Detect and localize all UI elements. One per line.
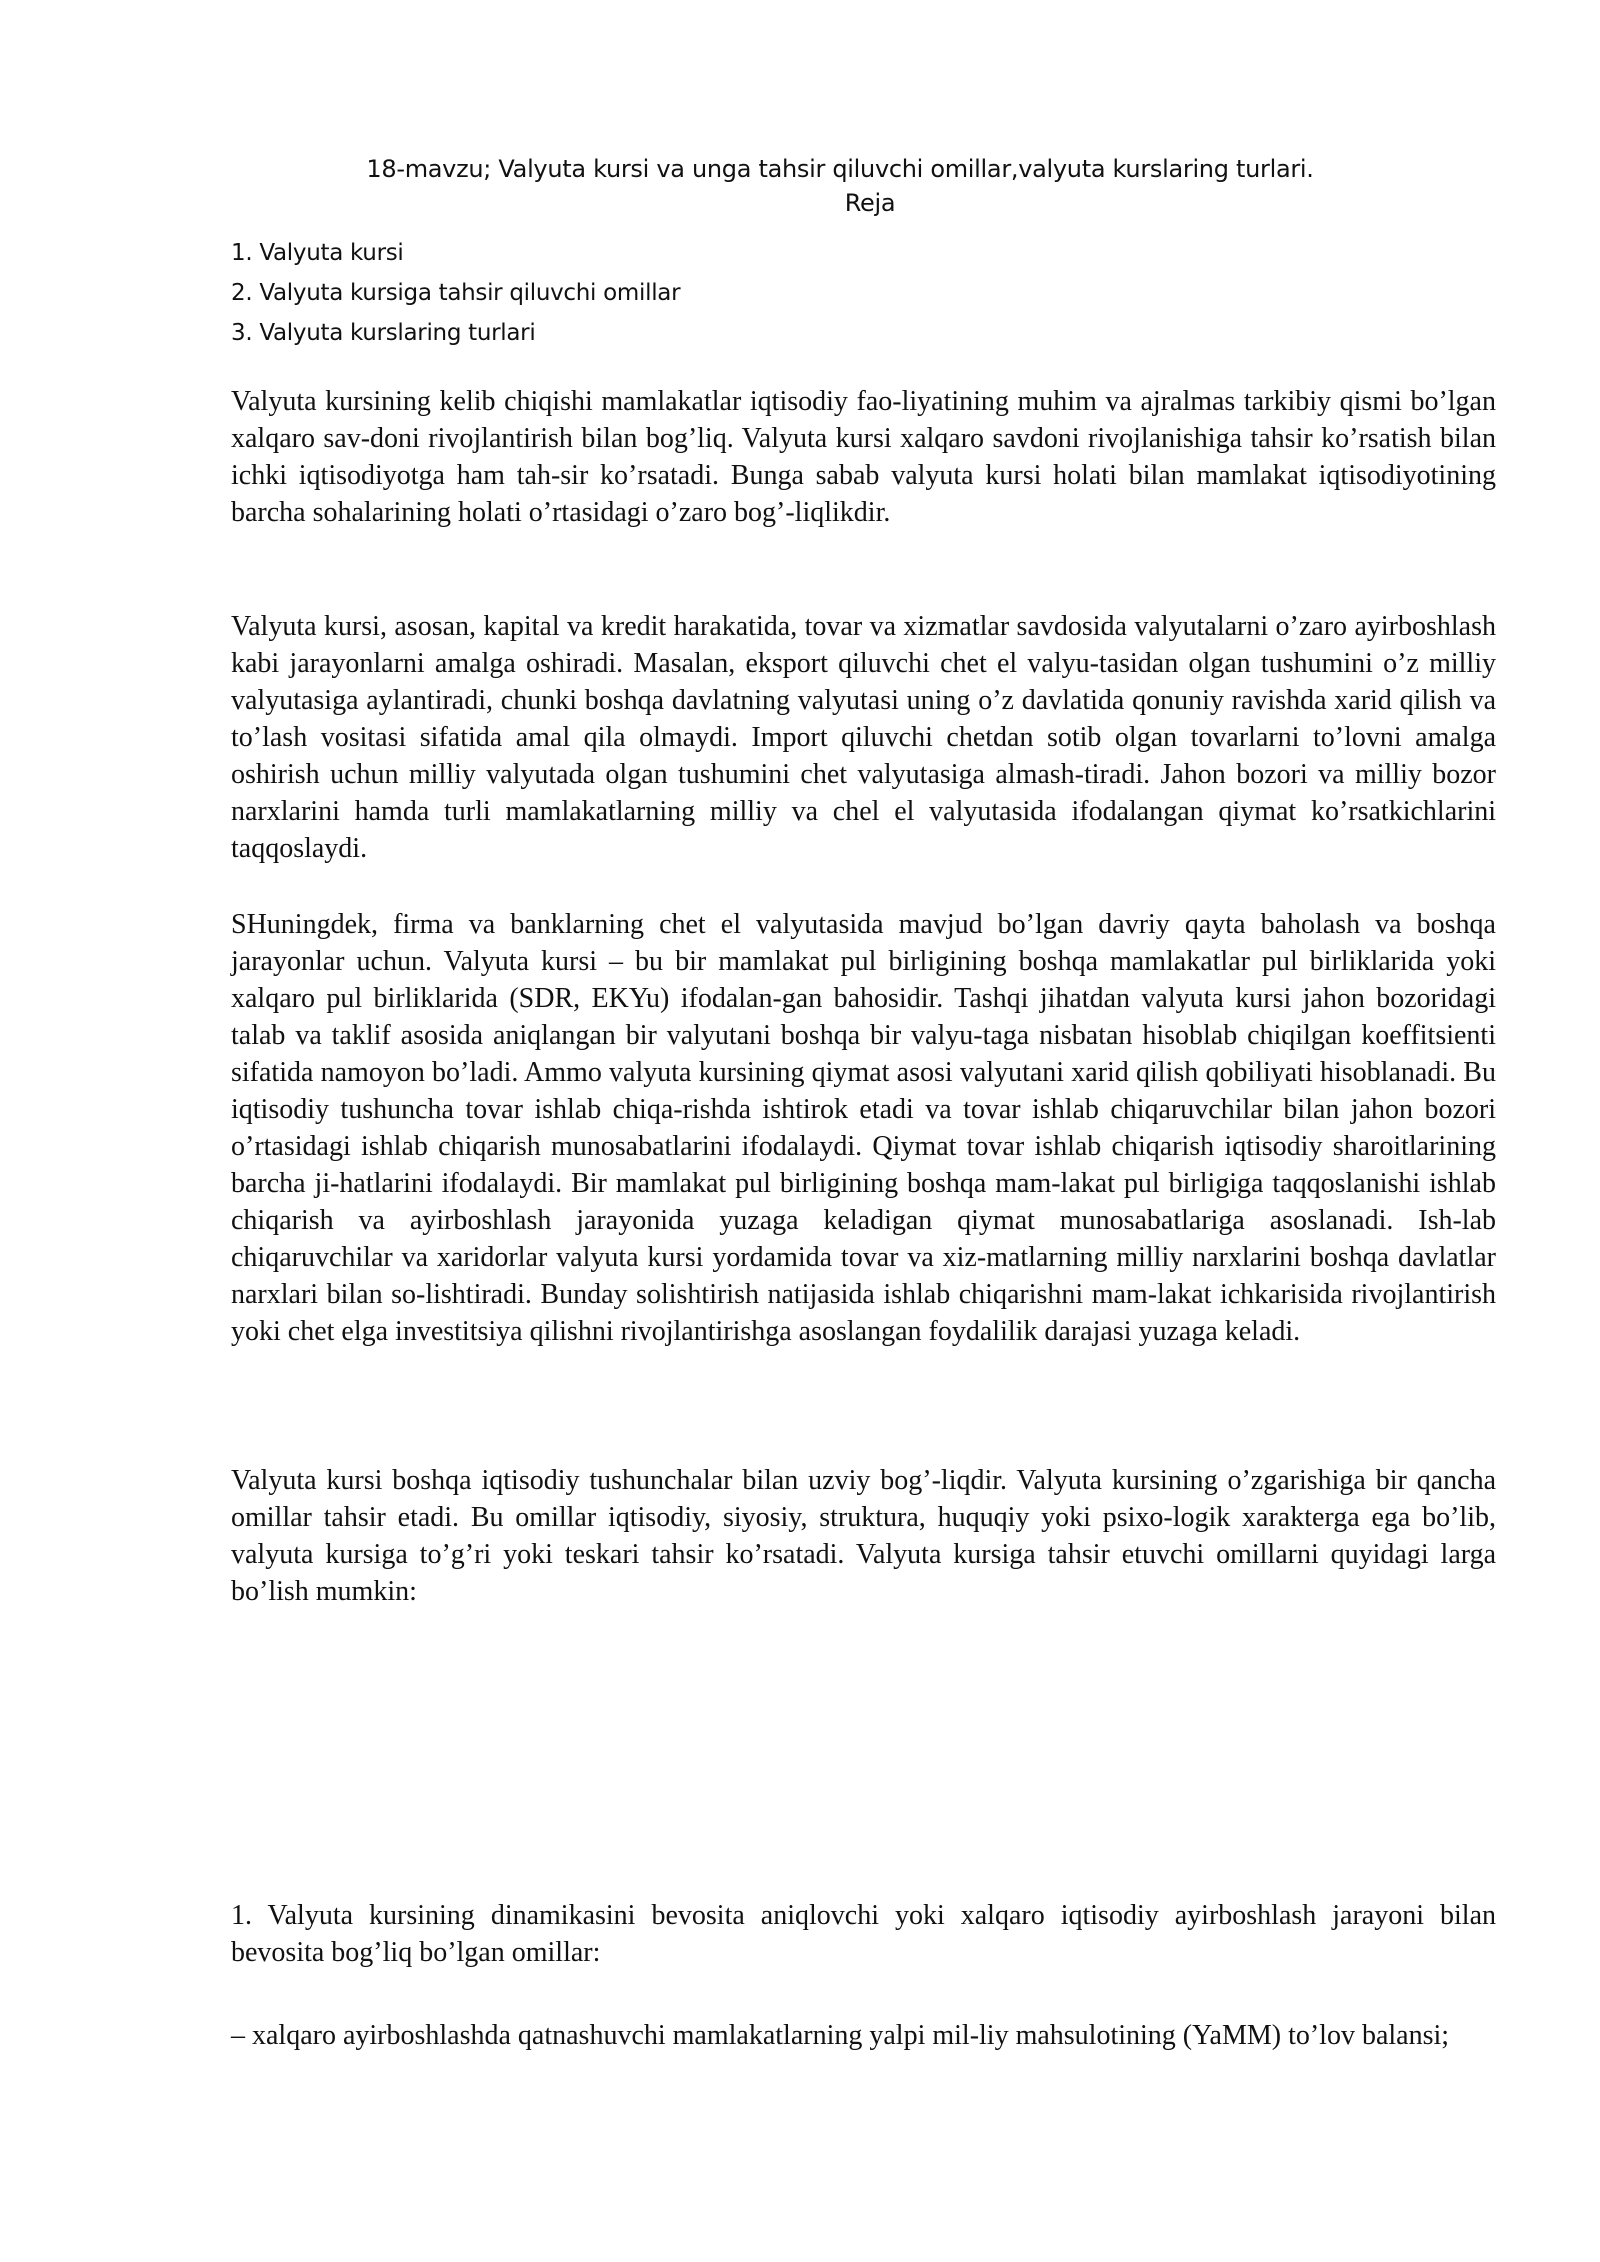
plan-heading: Reja (844, 189, 896, 217)
topic-heading: 18-mavzu; Valyuta kursi va unga tahsir qiluvchi omillar,valyuta kurslaring turlari. (366, 155, 1314, 183)
paragraph-text: Valyuta kursining kelib chiqishi mamlakatlar iqtisodiy fao-liyatining muhim va ajralmas tarkibiy qismi bo’lgan xalqaro sav-doni rivojlantirish bilan bog’liq. Valyuta kursi xalqaro savdoni rivojlanishiga tahsir ko’rsatish bilan ichki iqtisodiyotga ham tah-sir ko’rsatadi. Bunga sabab valyuta kursi holati bilan mamlakat iqtisodiyotining barcha sohalarining holati o’rtasidagi o’zaro bog’-liqlikdir. (231, 386, 1496, 528)
paragraph-2 (231, 608, 1496, 867)
plan-item: 1. Valyuta kursi (231, 240, 404, 266)
paragraph-text: Valyuta kursi boshqa iqtisodiy tushunchalar bilan uzviy bog’-liqdir. Valyuta kursining o’zgarishiga bir qancha omillar tahsir etadi. Bu omillar iqtisodiy, siyosiy, struktura, huquqiy yoki psixo-logik xarakterga ega bo’lib, valyuta kursiga to’g’ri yoki teskari tahsir ko’rsatadi. Valyuta kursiga tahsir etuvchi omillarni quyidagi larga bo’lish mumkin: (231, 1465, 1496, 1607)
paragraph-6 (231, 2017, 1496, 2054)
paragraph-text: – xalqaro ayirboshlashda qatnashuvchi mamlakatlarning yalpi mil-liy mahsulotining (YaMM) to’lov balansi; (231, 2020, 1450, 2051)
paragraph-text: SHuningdek, firma va banklarning chet el valyutasida mavjud bo’lgan davriy qayta baholash va boshqa jarayonlar uchun. Valyuta kursi – bu bir mamlakat pul birligining boshqa mamlakatlar pul birliklarida yoki xalqaro pul birliklarida (SDR, EKYu) ifodalan-gan bahosidir. Tashqi jihatdan valyuta kursi jahon bozoridagi talab va taklif asosida aniqlangan bir valyutani boshqa bir valyu-taga nisbatan hisoblab chiqilgan koeffitsienti sifatida namoyon bo’ladi. Ammo valyuta kursining qiymat asosi valyutani xarid qilish qobiliyati hisoblanadi. Bu iqtisodiy tushuncha tovar ishlab chiqa-rishda ishtirok etadi va tovar ishlab chiqaruvchilar bilan jahon bozori o’rtasidagi ishlab chiqarish munosabatlarini ifodalaydi. Qiymat tovar ishlab chiqarish iqtisodiy sharoitlarining barcha ji-hatlarini ifodalaydi. Bir mamlakat pul birligining boshqa mam-lakat pul birligiga taqqoslanishi ishlab chiqarish va ayirboshlash jarayonida yuzaga keladigan qiymat munosabatlariga asoslanadi. Ish-lab chiqaruvchilar va xaridorlar valyuta kursi yordamida tovar va xiz-matlarning milliy narxlarini boshqa davlatlar narxlari bilan so-lishtiradi. Bunday solishtirish natijasida ishlab chiqarishni mam-lakat ichkarisida rivojlantirish yoki chet elga investitsiya qilishni rivojlantirishga asoslangan foydalilik darajasi yuzaga keladi. (231, 909, 1496, 1347)
paragraph-text: 1. Valyuta kursining dinamikasini bevosita aniqlovchi yoki xalqaro iqtisodiy ayirboshlash jarayoni bilan bevosita bog’liq bo’lgan omillar: (231, 1900, 1496, 1968)
paragraph-4 (231, 1462, 1496, 1610)
paragraph-3 (231, 906, 1496, 1350)
plan-item: 2. Valyuta kursiga tahsir qiluvchi omillar (231, 280, 681, 306)
paragraph-5 (231, 1897, 1496, 1971)
plan-item: 3. Valyuta kurslaring turlari (231, 320, 536, 346)
paragraph-1 (231, 383, 1496, 531)
plan-list (231, 233, 931, 353)
document-title (0, 152, 1600, 220)
paragraph-text: Valyuta kursi, asosan, kapital va kredit harakatida, tovar va xizmatlar savdosida valyutalarni o’zaro ayirboshlash kabi jarayonlarni amalga oshiradi. Masalan, eksport qiluvchi chet el valyu-tasidan olgan tushumini o’z milliy valyutasiga aylantiradi, chunki boshqa davlatning valyutasi uning o’z davlatida qonuniy ravishda xarid qilish va to’lash vositasi sifatida amal qila olmaydi. Import qiluvchi chetdan sotib olgan tovarlarni to’lovni amalga oshirish uchun milliy valyutada olgan tushumini chet valyutasiga almash-tiradi. Jahon bozori va milliy bozor narxlarini hamda turli mamlakatlarning milliy va chel el valyutasida ifodalangan qiymat ko’rsatkichlarini taqqoslaydi. (231, 611, 1496, 864)
